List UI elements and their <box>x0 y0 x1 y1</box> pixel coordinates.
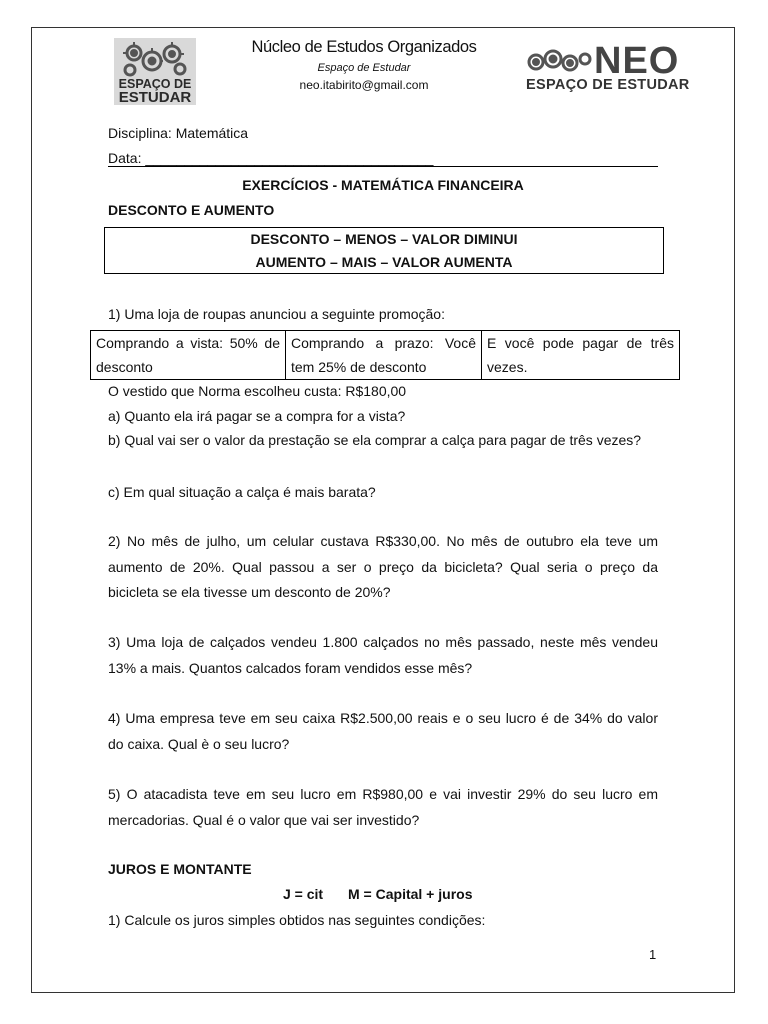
promo-cell-prazo: Comprando a prazo: Você tem 25% de desconto <box>286 331 482 380</box>
q1-price: O vestido que Norma escolheu custa: R$180,00 <box>108 383 407 399</box>
q2: 2) No mês de julho, um celular custava R$330,00. No mês de outubro ela teve um aumento de 20%. Qual passou a ser o preço da bicicleta? Qual seria o preço da bicicleta se ela tivesse um desconto de 20%? <box>108 533 658 600</box>
gears-icon <box>122 41 188 77</box>
q5: 5) O atacadista teve em seu lucro em R$980,00 e vai investir 29% do seu lucro em mercadorias. Qual é o valor que vai ser investido? <box>108 786 658 828</box>
q1-b: b) Qual vai ser o valor da prestação se ela comprar a calça para pagar de três vezes? <box>108 432 642 448</box>
exercise-heading: EXERCÍCIOS - MATEMÁTICA FINANCEIRA <box>242 177 524 193</box>
rules-box <box>104 227 664 274</box>
q1-a: a) Quanto ela irá pagar se a compra for a vista? <box>108 408 406 424</box>
juros-q1: 1) Calcule os juros simples obtidos nas seguintes condições: <box>108 912 486 928</box>
contact-email: neo.itabirito@gmail.com <box>299 78 429 92</box>
date-label: Data: _____________________________________ <box>108 150 434 166</box>
page-title: Núcleo de Estudos Organizados <box>251 38 477 56</box>
q4: 4) Uma empresa teve em seu caixa R$2.500,00 reais e o seu lucro é de 34% do valor do caixa. Qual è o seu lucro? <box>108 710 658 752</box>
neo-brand-text: NEO <box>594 40 680 82</box>
page-subtitle: Espaço de Estudar <box>317 62 411 74</box>
promo-cell-parcelas: E você pode pagar de três vezes. <box>482 331 680 380</box>
section-desconto-title: DESCONTO E AUMENTO <box>108 202 275 218</box>
espaco-de-estudar-logo <box>114 38 196 105</box>
gears-icon <box>526 48 592 76</box>
section-juros-title: JUROS E MONTANTE <box>108 861 252 877</box>
page-number: 1 <box>649 947 657 962</box>
neo-logo <box>524 40 708 96</box>
logo-left-line1: ESPAÇO DE <box>118 77 192 91</box>
promo-cell-vista: Comprando a vista: 50% de desconto <box>91 331 286 380</box>
q1-c: c) Em qual situação a calça é mais barata? <box>108 484 376 500</box>
q1-intro: 1) Uma loja de roupas anunciou a seguinte promoção: <box>108 306 445 322</box>
q3: 3) Uma loja de calçados vendeu 1.800 calçados no mês passado, neste mês vendeu 13% a mais. Quantos calcados foram vendidos esse mês? <box>108 634 658 676</box>
neo-tagline: ESPAÇO DE ESTUDAR <box>526 77 690 93</box>
logo-left-line2: ESTUDAR <box>118 89 192 106</box>
rule-desconto: DESCONTO – MENOS – VALOR DIMINUI <box>250 231 518 247</box>
formula-juros: J = cit <box>283 886 324 902</box>
discipline-label: Disciplina: Matemática <box>108 125 249 141</box>
date-underline <box>108 166 658 167</box>
formula-montante: M = Capital + juros <box>348 886 473 902</box>
promo-table <box>90 330 680 380</box>
table-row <box>91 331 680 380</box>
rule-aumento: AUMENTO – MAIS – VALOR AUMENTA <box>255 254 513 270</box>
